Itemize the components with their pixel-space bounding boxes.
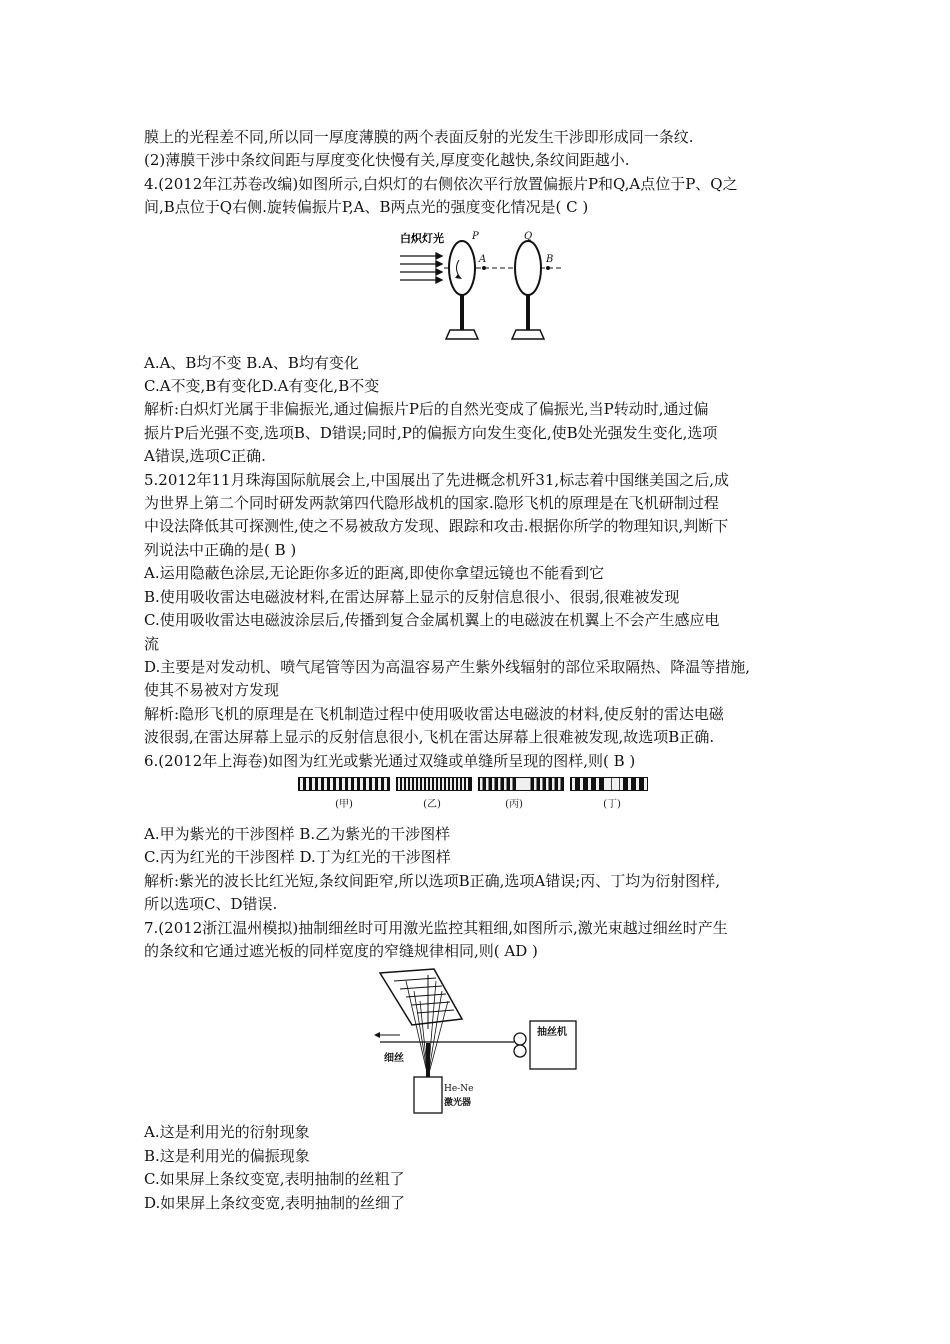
q6-stem: 6.(2012年上海卷)如图为红光或紫光通过双缝或单缝所呈现的图样,则( B )	[144, 751, 636, 770]
label-laser-2: 激光器	[444, 1098, 472, 1109]
fringe-stripe	[366, 778, 369, 790]
q5-option-a: A.运用隐蔽色涂层,无论距你多近的距离,即使你拿望远镜也不能看到它	[144, 564, 605, 583]
fringe-stripe	[438, 778, 440, 790]
point-a	[482, 266, 486, 270]
fringe-stripe	[612, 778, 619, 790]
point-b	[546, 266, 550, 270]
fringe-stripe	[546, 778, 549, 790]
fringe-stripe	[372, 778, 375, 790]
q7-stem-line-1: 7.(2012浙江温州模拟)抽制细丝时可用激光监控其粗细,如图所示,激光束越过细丝时产生	[144, 918, 728, 937]
polarizer-p	[446, 241, 478, 339]
fringe-stripe	[596, 778, 599, 790]
q5-option-c-line-2: 流	[144, 634, 160, 653]
label-bing: (丙)	[505, 798, 523, 810]
fringe-stripe	[604, 778, 611, 790]
fringe-diagram	[144, 775, 824, 815]
fringe-stripe	[300, 778, 303, 790]
label-wire: 细丝	[384, 1053, 404, 1065]
fringe-stripe	[486, 778, 489, 790]
q4-options-line-1: A.A、B均不变 B.A、B均有变化	[144, 353, 359, 372]
fringe-stripe	[398, 778, 400, 790]
fringe-stripe	[454, 778, 456, 790]
q5-option-c-line-1: C.使用吸收雷达电磁波涂层后,传播到复合金属机翼上的电磁波在机翼上不会产生感应电	[144, 611, 720, 630]
fringe-stripe	[442, 778, 444, 790]
fringe-stripe	[306, 778, 309, 790]
laser-figure	[144, 967, 824, 1119]
fringe-stripe	[342, 778, 345, 790]
q4-analysis-line-3: A错误,选项C正确.	[144, 447, 266, 466]
q5-stem-line-3: 中设法降低其可探测性,使之不易被敌方发现、跟踪和攻击.根据你所学的物理知识,判断下	[144, 517, 729, 536]
fringe-stripe	[422, 778, 424, 790]
fringe-stripe	[492, 778, 495, 790]
fringe-stripe	[558, 778, 561, 790]
pattern-ding	[570, 777, 648, 791]
fringe-stripe	[504, 778, 507, 790]
laser-box	[414, 1077, 442, 1113]
q7-option-b: B.这是利用光的偏振现象	[144, 1146, 310, 1165]
q4-options-line-2: C.A不变,B有变化D.A有变化,B不变	[144, 377, 380, 396]
q7-option-d: D.如果屏上条纹变宽,表明抽制的丝细了	[144, 1193, 406, 1212]
label-laser-1: He-Ne	[444, 1084, 474, 1095]
fringe-stripe	[446, 778, 448, 790]
intro-line-2: (2)薄膜干涉中条纹间距与厚度变化快慢有关,厚度变化越快,条纹间距越小.	[144, 151, 630, 170]
label-a: A	[479, 253, 487, 265]
label-ding: (丁)	[603, 798, 621, 810]
q4-analysis-line-2: 振片P后光强不变,选项B、D错误;同时,P的偏振方向发生变化,使B处光强发生变化,选项	[144, 423, 718, 442]
q7-option-c: C.如果屏上条纹变宽,表明抽制的丝粗了	[144, 1170, 405, 1189]
fringe-stripe	[462, 778, 464, 790]
q5-stem-line-1: 5.2012年11月珠海国际航展会上,中国展出了先进概念机歼31,标志着中国继美国之后,成	[144, 470, 729, 489]
document-page	[144, 126, 824, 1215]
fringe-stripe	[354, 778, 357, 790]
fringe-figure	[144, 775, 824, 815]
fringe-stripe	[418, 778, 420, 790]
intro-line-1: 膜上的光程差不同,所以同一厚度薄膜的两个表面反射的光发生干涉即形成同一条纹.	[144, 128, 694, 146]
fringe-stripe	[644, 778, 647, 790]
fringe-stripe	[414, 778, 416, 790]
light-label: 白炽灯光	[400, 231, 444, 245]
polarizer-figure	[144, 226, 824, 348]
pattern-jia	[298, 777, 390, 791]
fringe-stripe	[458, 778, 460, 790]
fringe-stripe	[498, 778, 501, 790]
laser-diagram	[144, 967, 824, 1119]
fringe-stripe	[410, 778, 412, 790]
fringe-stripe	[522, 778, 528, 790]
fringe-stripe	[312, 778, 315, 790]
q4-stem-line-1: 4.(2012年江苏卷改编)如图所示,白炽灯的右侧依次平行放置偏振片P和Q,A点位于P、Q之	[144, 174, 738, 193]
fringe-stripe	[620, 778, 623, 790]
fringe-stripe	[580, 778, 583, 790]
label-p: P	[472, 230, 479, 242]
screen	[380, 969, 462, 1029]
fringe-stripe	[318, 778, 321, 790]
q5-analysis-line-1: 解析:隐形飞机的原理是在飞机制造过程中使用吸收雷达电磁波的材料,使反射的雷达电磁	[144, 704, 724, 723]
fringe-stripe	[528, 778, 531, 790]
fringe-stripe	[588, 778, 591, 790]
label-machine: 抽丝机	[537, 1027, 567, 1039]
wire-arrow-head	[374, 1032, 380, 1038]
q5-stem-line-2: 为世界上第二个同时研发两款第四代隐形战机的国家.隐形飞机的原理是在飞机研制过程	[144, 494, 719, 513]
fringe-stripe	[510, 778, 513, 790]
pattern-bing	[478, 777, 564, 791]
fringe-stripe	[426, 778, 428, 790]
q4-stem-line-2: 间,B点位于Q右侧.旋转偏振片P,A、B两点光的强度变化情况是( C )	[144, 198, 589, 217]
fringe-stripe	[516, 778, 522, 790]
fringe-stripe	[430, 778, 432, 790]
label-q: Q	[524, 230, 533, 242]
fringe-stripe	[378, 778, 381, 790]
fringe-stripe	[384, 778, 387, 790]
label-yi: (乙)	[423, 798, 441, 810]
q4-analysis-line-1: 解析:白炽灯光属于非偏振光,通过偏振片P后的自然光变成了偏振光,当P转动时,通过偏	[144, 400, 709, 419]
fringe-stripe	[324, 778, 327, 790]
q7-stem-line-2: 的条纹和它通过遮光板的同样宽度的窄缝规律相同,则( AD )	[144, 941, 538, 960]
label-jia: (甲)	[335, 798, 353, 810]
fringe-stripe	[572, 778, 575, 790]
fringe-stripe	[552, 778, 555, 790]
q6-options-line-2: C.丙为红光的干涉图样 D.丁为红光的干涉图样	[144, 848, 451, 867]
q7-option-a: A.这是利用光的衍射现象	[144, 1123, 310, 1142]
fringe-stripe	[330, 778, 333, 790]
fringe-stripe	[360, 778, 363, 790]
fringe-stripe	[348, 778, 351, 790]
laser-beam	[426, 1043, 430, 1077]
polarizer-q	[512, 241, 544, 339]
q5-analysis-line-2: 波很弱,在雷达屏幕上显示的反射信息很小,飞机在雷达屏幕上很难被发现,故选项B正确.	[144, 728, 715, 747]
q5-stem-line-4: 列说法中正确的是( B )	[144, 540, 297, 559]
fringe-stripe	[534, 778, 537, 790]
label-b: B	[546, 253, 554, 265]
roller-top	[514, 1033, 526, 1045]
fringe-stripe	[450, 778, 452, 790]
q5-option-d-line-2: 使其不易被对方发现	[144, 681, 280, 700]
pattern-yi	[396, 777, 472, 791]
q6-options-line-1: A.甲为紫光的干涉图样 B.乙为紫光的干涉图样	[144, 824, 451, 843]
fringe-stripe	[540, 778, 543, 790]
fringe-stripe	[402, 778, 404, 790]
fringe-stripe	[636, 778, 639, 790]
fringe-stripe	[336, 778, 339, 790]
fringe-stripe	[480, 778, 483, 790]
fringe-stripe	[628, 778, 631, 790]
fringe-stripe	[466, 778, 468, 790]
q6-analysis-line-2: 所以选项C、D错误.	[144, 895, 278, 914]
q5-option-b: B.使用吸收雷达电磁波材料,在雷达屏幕上显示的反射信息很小、很弱,很难被发现	[144, 587, 680, 606]
light-arrows	[400, 253, 442, 283]
q5-option-d-line-1: D.主要是对发动机、喷气尾管等因为高温容易产生紫外线辐射的部位采取隔热、降温等措施,	[144, 657, 751, 676]
polarizer-diagram	[144, 226, 824, 348]
fringe-stripe	[406, 778, 408, 790]
roller-bottom	[514, 1045, 526, 1057]
fringe-stripe	[434, 778, 436, 790]
q6-analysis-line-1: 解析:紫光的波长比红光短,条纹间距窄,所以选项B正确,选项A错误;丙、丁均为衍射图样,	[144, 871, 721, 890]
